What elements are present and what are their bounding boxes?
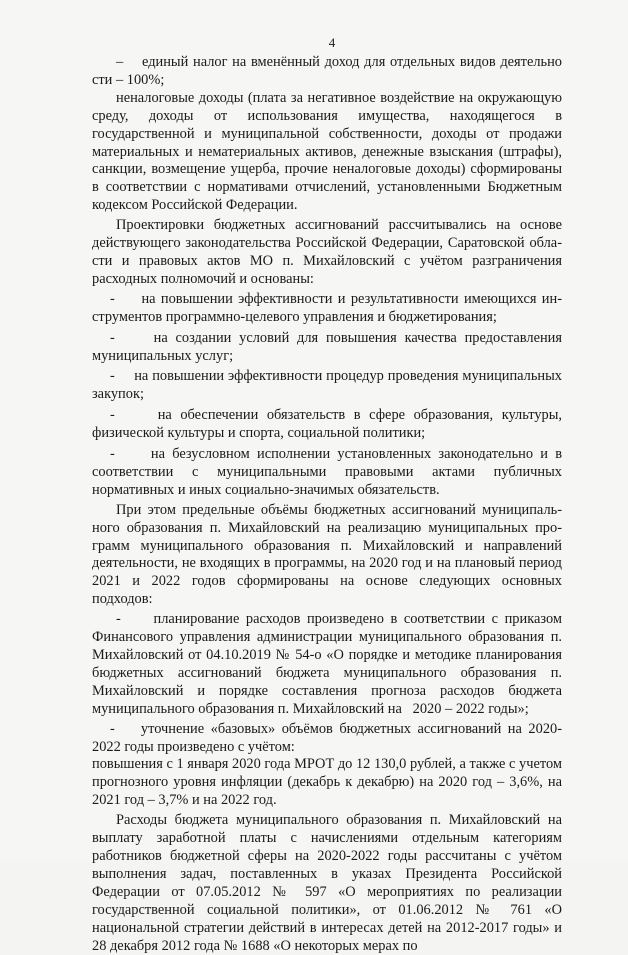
bullet-obligations-education: - на обеспечении обязательств в сфере образования, культуры, физической культуры и спорта, социальной политики;: [92, 407, 562, 442]
page-number: 4: [328, 35, 336, 50]
paragraph-budget-projections: Проектировки бюджетных ассигнований рассчитывались на основе действующего законодательства Российской Федерации, Саратовской обла- сти и правовых актов МО п. Михайловский с учётом разграничения расходных полномочий и основаны:: [92, 217, 562, 287]
paragraph-salary-expenses: Расходы бюджета муниципального образования п. Михайловский на выплату заработной платы с начислениями отдельным категориям работников бюджетной сферы на 2020-2022 годы рассчитаны с учётом выполнения задач, поставленных в указах Президента Российской Федерации от 07.05.2012 № 597 «О мероприятиях по реализации государственной социальной политики», от 01.06.2012 № 761 «О национальной стратегии действий в интересах детей на 2012-2017 годы» и 28 декабря 2012 года № 1688 «О некоторых мерах по: [92, 812, 562, 954]
paragraph-limit-volumes: При этом предельные объёмы бюджетных ассигнований муниципаль- ного образования п. Михайловский на реализацию муниципальных про- грамм муниципального образования п. Михайловский и направлений деятельности, не входящих в программы, на 2020 год и на плановый период 2021 и 2022 годов сформированы на основе следующих основных подходов:: [92, 501, 562, 608]
paragraph-minimum-wage: повышения с 1 января 2020 года МРОТ до 12 130,0 рублей, а также с учетом прогнозного уровня инфляции (декабрь к декабрю) на 2020 год – 3,6%, на 2021 год – 3,7% и на 2022 год.: [92, 756, 562, 809]
bullet-procurement: - на повышении эффективности процедур проведения муниципальных закупок;: [92, 368, 562, 403]
bullet-efficiency: - на повышении эффективности и результативности имеющихся ин- струментов программно-целевого управления и бюджетирования;: [92, 290, 562, 325]
bullet-base-volumes: - уточнение «базовых» объёмов бюджетных ассигнований на 2020- 2022 годы произведено с учётом:: [92, 720, 562, 755]
bullet-service-quality: - на создании условий для повышения качества предоставления муниципальных услуг;: [92, 329, 562, 364]
paragraph-unified-tax: – единый налог на вменённый доход для отдельных видов деятельно сти – 100%;: [92, 54, 562, 88]
bullet-unconditional-obligations: - на безусловном исполнении установленных законодательно и в соответствии с муниципальными правовыми актами публичных нормативных и иных социально-значимых обязательств.: [92, 446, 562, 498]
paragraph-non-tax-revenue: неналоговые доходы (плата за негативное воздействие на окружающую среду, доходы от использования имущества, находящегося в государственной и муниципальной собственности, доходы от продажи материальных и нематериальных активов, денежные взыскания (штрафы), санкции, возмещение ущерба, прочие неналоговые доходы) сформированы в соответствии с нормативами отчислений, установленными Бюджетным кодексом Российской Федерации.: [92, 89, 562, 214]
bullet-expense-planning: - планирование расходов произведено в соответствии с приказом Финансового управления администрации муниципального образования п. Михайловский от 04.10.2019 № 54-о «О порядке и методике планирования бюджетных ассигнований бюджета муниципального образования п. Михайловский и порядке составления прогноза расходов бюджета муниципального образования п. Михайловский на 2020 – 2022 годы»;: [92, 611, 562, 717]
